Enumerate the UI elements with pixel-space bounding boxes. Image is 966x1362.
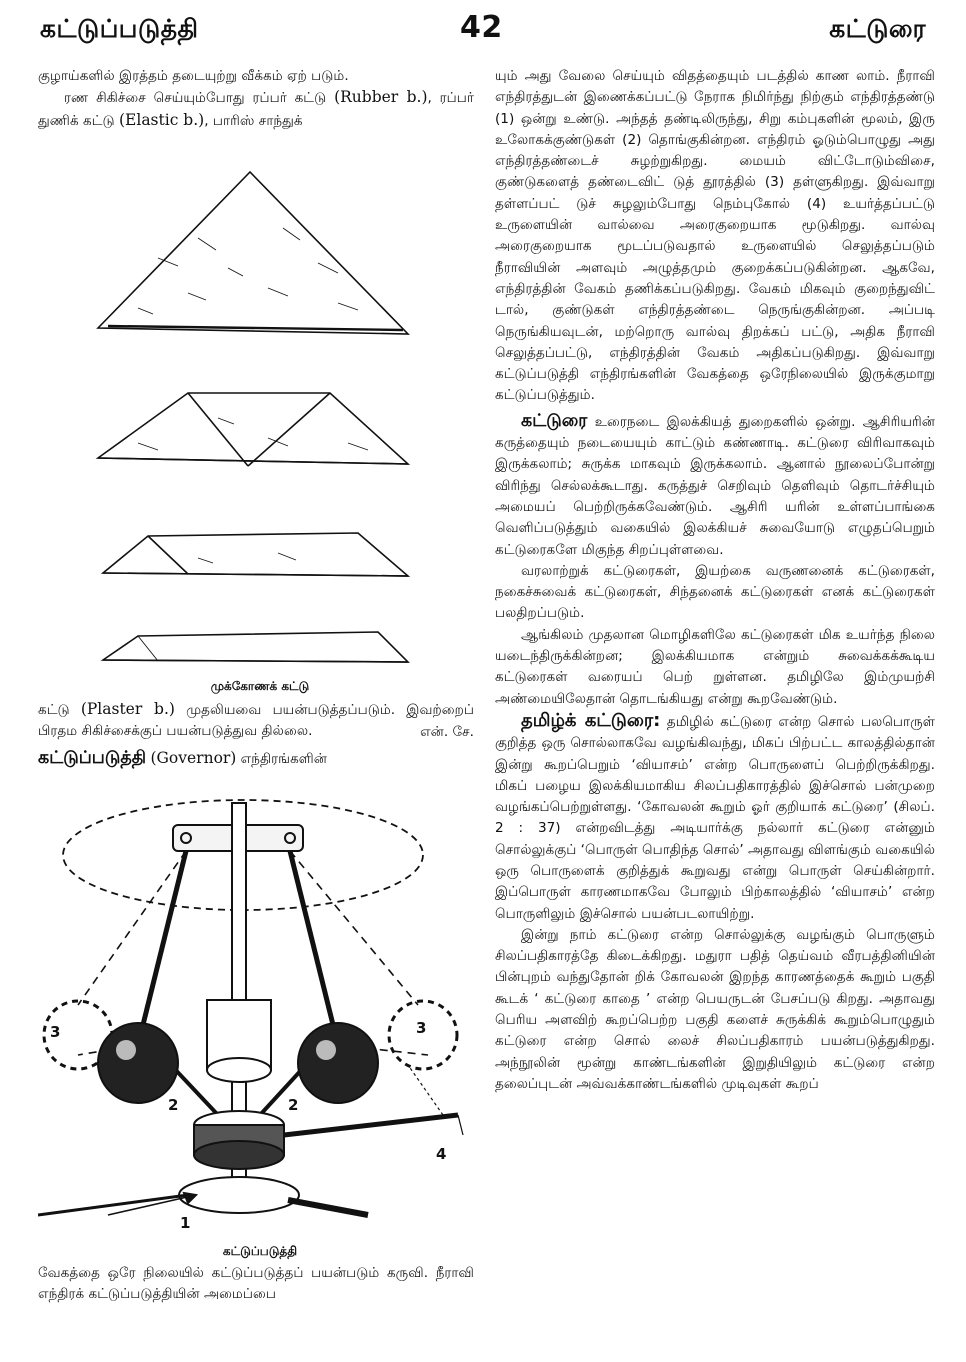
triangular-bandage-figure xyxy=(38,168,474,668)
governor-illustration xyxy=(38,795,474,1235)
governor-headword: கட்டுப்படுத்தி xyxy=(38,747,147,768)
left-para-2-latin-2: (Elastic b.) xyxy=(119,110,205,129)
running-header-right: கட்டுரை xyxy=(829,14,926,43)
bandage-triangle-open xyxy=(98,172,408,334)
left-para-3-a: கட்டு xyxy=(38,702,81,718)
governor-label-2-right: 2 xyxy=(288,1096,299,1114)
right-column xyxy=(495,66,935,1095)
governor-latin: (Governor) xyxy=(150,748,237,767)
left-column-bottom xyxy=(38,1263,474,1306)
bandage-fold-stage-2 xyxy=(98,393,408,464)
tamil-katturai-heading: தமிழ்க் கட்டுரை: xyxy=(521,709,661,731)
governor-entry-head xyxy=(38,748,474,770)
triangular-bandage-caption: முக்கோணக் கட்டு xyxy=(210,679,310,693)
tamil-katturai-entry xyxy=(495,710,935,925)
left-para-2 xyxy=(38,87,474,132)
katturai-para-1: உரைநடை இலக்கியத் துறைகளில் ஒன்று. ஆசிரியரின் கருத்தையும் நடையையும் காட்டும் கண்ணாடி. கட்டுரை விரிவாகவும் இருக்கலாம்; சுருக்க மாகவும் இருக்கலாம். ஆனால் நூலைப்போன்று விரிந்து செல்லக்கூடாது. கருத்துச் செறிவும் தெளிவும் தொடர்ச்சியும் அமையப் பெற்றிருக்கவேண்டும். ஆசிரி யரின் உள்ளப்பாங்கை வெளிப்படுத்தும் வகையில் இலக்கியச் சுவையோடு எழுதப்பெறும் கட்டுரைகளே மிகுந்த சிறப்புள்ளவை. xyxy=(495,413,935,558)
left-para-2-c: , பாரிஸ் சாந்துக் xyxy=(204,112,303,129)
governor-label-4: 4 xyxy=(436,1145,447,1163)
governor-figure xyxy=(38,795,474,1235)
left-para-2-a: ரண சிகிச்சை செய்யும்போது ரப்பர் கட்டு xyxy=(64,90,335,107)
governor-label-3-right: 3 xyxy=(416,1019,427,1037)
katturai-para-3: ஆங்கிலம் முதலான மொழிகளிலே கட்டுரைகள் மிக உயர்ந்த நிலை யடைந்திருக்கின்றன; இலக்கியமாக என்றும் சுவைக்கக்கூடிய கட்டுரைகள் வரையப் பெற் றுள்ளன. தமிழிலே இம்முயற்சி அண்மையிலேதான் தொடங்கியது என்று கூறவேண்டும். xyxy=(495,626,935,707)
left-para-1: குழாய்களில் இரத்தம் தடையுற்று வீக்கம் ஏற் படும். xyxy=(38,68,349,84)
katturai-para-2: வரலாற்றுக் கட்டுரைகள், இயற்கை வருணனைக் கட்டுரைகள், நகைச்சுவைக் கட்டுரைகள், சிந்தனைக் கட்டுரைகள் எனக் கட்டுரைகள் பலதிறப்படும். xyxy=(495,562,935,622)
governor-label-2-left: 2 xyxy=(168,1096,179,1114)
right-para-governor: யும் அது வேலை செய்யும் விதத்தையும் படத்தில் காண லாம். நீராவி எந்திரத்துடன் இணைக்கப்பட்டு நேராக நிமிர்ந்து நிற்கும் எந்திரத்தண்டு (1) ஒன்று உண்டு. அந்தத் தண்டிலிருந்து, சிறு கம்புகளின் மூலம், இரு உலோகக்குண்டுகள் (2) தொங்குகின்றன. எந்திரம் ஓடும்பொழுது அது எந்திரத்தண்டைச் சுழற்றுகிறது. மையம் விட்டோடும்விசை, குண்டுகளைத் தண்டைவிட் டுத் தூரத்தில் (3) தள்ளுகிறது. இவ்வாறு தள்ளப்பட் டுச் சுழலும்போது நெம்புகோல் (4) உயர்த்தப்பட்டு உருளையின் வால்வை அரைகுறையாக மூடுகிறது. வால்வு அரைகுறையாக மூடப்படுவதால் உருளையில் செலுத்தப்படும் நீராவியின் அளவும் அழுத்தமும் குறைக்கப்படுகின்றன. ஆகவே, எந்திரத்தின் வேகம் தணிக்கப்படுகிறது. வேகம் மிகவும் குறைந்துவிட் டால், குண்டுகள் எந்திரத்தண்டை நெருங்குகின்றன. அப்படி நெருங்கியவுடன், மற்றொரு வால்வு திறக்கப் பட்டு, அதிக நீராவி செலுத்தப்பட்டு, எந்திரத்தின் வேகம் அதிகப்படுகிறது. இவ்வாறு கட்டுப்படுத்தி எந்திரங்களின் வேகத்தை ஒரேநிலையில் இருக்குமாறு கட்டுப்படுத்தும். xyxy=(495,68,935,404)
bandage-fold-stage-3 xyxy=(103,533,408,576)
katturai-entry xyxy=(495,411,935,561)
katturai-headword: கட்டுரை xyxy=(521,410,588,431)
tamil-katturai-para-2: இன்று நாம் கட்டுரை என்ற சொல்லுக்கு வழங்கும் பொருளும் சிலப்பதிகாரத்தே கிடைக்கிறது. மதுரா பதித் தெய்வம் வீரபத்தினியின் பின்புறம் வந்துதோன் றிக் கோவலன் இறந்த காரணத்தைக் கூறும் பகுதி கூடக் ‘ கட்டுரை காதை ’ என்ற பெயருடன் பேசப்படு கிறது. அதாவது பெரிய அளவிற் கூறப்பெற்ற பகுதி களைச் சுருக்கிக் கூறும்பொழுதும் கட்டுரை என்ற சொல் லைச் சிலப்பதிகாரம் பயன்படுத்துகிறது. அந்நூலின் மூன்று காண்டங்களின் இறுதியிலும் கட்டுரை என்ற தலைப்புடன் அவ்வக்காண்டங்களில் முடிவுகள் கூறப் xyxy=(495,926,935,1092)
left-para-3-b: முதலியவை பயன்படுத்தப்படும். இவற்றைப் பிரதம சிகிச்சைக்குப் பயன்படுத்துவ தில்லை. xyxy=(38,702,474,740)
governor-label-3-left: 3 xyxy=(50,1023,61,1041)
governor-head-tail: எந்திரங்களின் xyxy=(236,750,327,767)
page-number: 42 xyxy=(460,10,503,45)
left-para-2-latin-1: (Rubber b.) xyxy=(334,88,428,107)
left-para-2-b: , ரப்பர் துணிக் கட்டு xyxy=(38,90,474,129)
left-para-3-latin: (Plaster b.) xyxy=(80,700,175,718)
triangular-bandage-illustration xyxy=(38,168,474,668)
governor-caption: கட்டுப்படுத்தி xyxy=(222,1244,298,1258)
running-header-left: கட்டுப்படுத்தி xyxy=(40,14,199,43)
tamil-katturai-para-1: தமிழில் கட்டுரை என்ற சொல் பலபொருள் குறித்த ஒரு சொல்லாகவே வழங்கிவந்து, மிகப் பிற்பட்ட காலத்தில்தான் இன்று கூறப்பெறும் ‘வியாசம்’ என்ற பொருளைப் பெற்றிருக்கிறது. மிகப் பழைய இலக்கியமாகிய சிலப்பதிகாரத்தில் இச்சொல் பன்முறை வழங்கப்பெற்றுள்ளது. ‘கோவலன் கூறும் ஓர் குறியாக் கட்டுரை’ (சிலப். 2 : 37) என்றவிடத்து அடியார்க்கு நல்லார் கட்டுரை என்னும் சொல்லுக்குப் ‘பொருள் பொதிந்த சொல்’ அதாவது விளங்கும் வகையில் ஒரு பொருளைக் குறித்துக் கூறுவது என்று பொருள் செய்கின்றார். இப்பொருள் காரணமாகவே போலும் பிற்காலத்தில் ‘வியாசம்’ என்ற பொருளிலும் இச்சொல் பயன்படலாயிற்று. xyxy=(495,713,935,922)
left-column-top xyxy=(38,66,474,132)
bandage-fold-stage-4 xyxy=(103,632,408,662)
left-column-middle xyxy=(38,699,474,770)
left-para-4: வேகத்தை ஒரே நிலையில் கட்டுப்படுத்தப் பயன்படும் கருவி. நீராவி எந்திரக் கட்டுப்படுத்தியின் அமைப்பை xyxy=(38,1265,474,1303)
author-signature: என். சே. xyxy=(420,723,474,740)
governor-label-1: 1 xyxy=(180,1214,191,1232)
